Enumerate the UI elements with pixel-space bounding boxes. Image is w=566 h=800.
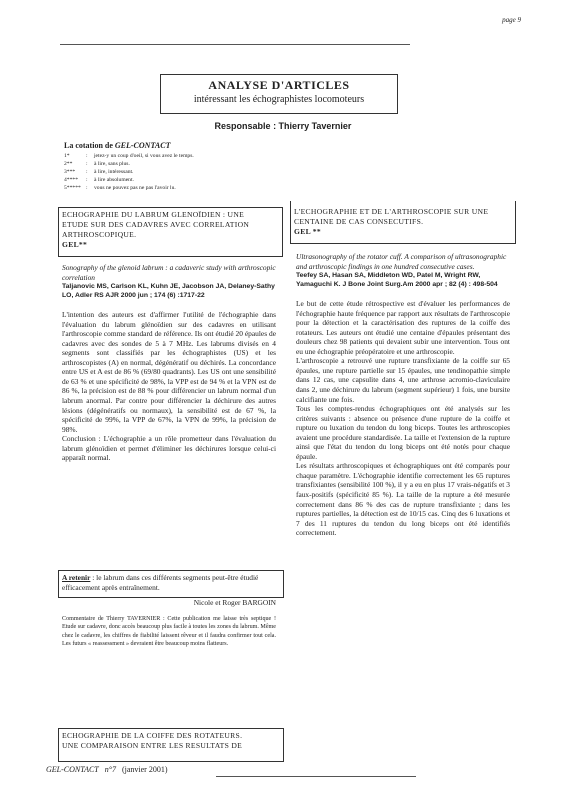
retenir-label: A retenir [62,573,91,582]
footer-issue: n°7 [104,765,116,774]
retenir-box [58,570,284,598]
footer-rule [216,776,416,777]
section-subtitle: intéressant les échographistes locomoteurs [193,94,365,105]
article-1-title-line: ETUDE SUR DES CADAVRES AVEC CORRELATION [62,220,250,229]
page-number: page 9 [502,16,521,24]
cotation-item: 3*** : à lire, intéressant. [64,169,134,175]
section-title-box [160,74,398,114]
left-column [62,263,276,463]
footer [46,765,174,774]
retenir-authors: Nicole et Roger BARGOIN [193,598,276,607]
article-1-body: L'intention des auteurs est d'affirmer l'utilité de l'échographie dans l'évaluation du labrum glénoïdien sur des cadavres en utilisant l'arthroscopie comme standard de référence. Ils ont étudié 20 épaules de cadavres avec des sondes de 5 à 7 MHz. Les labrums divisés en 4 segments sont classifiés par les échographistes (US) et les arthroscopistes (A) en normal, dégénératif ou déchirés. La concordance entre US et A est de 86 % (69/80 quadrants). Les US ont une sensibilité de 63 % et une spécificité de 98%, la VPP est de 94 % et la VPN est de 86 %, la précision est de 88 % pour différencier un labrum normal d'un labrum anormal. Par contre pour différencier la déchirure des autres lésions (dégénératifs ou normaux), la sensibilité est de 67 %, la spécificité de 99%, la VPP de 67%, la VPN de 99%, la précision de 98%. [62,310,276,434]
article-2-paragraph: Les résultats arthroscopiques et échographiques ont été comparés pour chaque paramètre. L'échographie identifie correctement les 65 ruptures transfixiantes (sensibilité 100 %), il y a eu en plus 17 vrais-négatifs et 3 faux-positifs (spécificité 85 %). La taille de la rupture a été mesurée correctement dans 86 % des cas de rupture transfixiante ; dans les ruptures partielles, la détection est de 10/15 cas. Cinq des 6 luxations et 7 des 11 ruptures du tendon du long biceps ont été identifiés correctement. [296,461,510,538]
article-1-comment: Commentaire de Thierry TAVERNIER : Cette publication me laisse très septique ! Etude sur cadavre, donc accès beaucoup plus facile à toutes les zones du labrum. Même chez le cadavre, les chiffres de fiabilité laissent rêveur et il faudra confirmer tout cela. Les futurs « reassessment » devraient être beaucoup moins flatteurs. [62,616,276,648]
article-2-reference-authors: Teefey SA, Hasan SA, Middleton WD, Patel M, Wright RW, Yamaguchi K. J Bone Joint Surg.Am 2000 apr ; 82 (4) : 498-504 [296,272,498,289]
article-2-paragraph: Tous les comptes-rendus échographiques ont été analysés sur les critères suivants : absence ou présence d'une rupture de la coiffe et rupture ou luxation du tendon du long biceps. Toutes les arthroscopies avaient une procédure standardisée. La taille et l'extension de la rupture ainsi que l'état du tendon du long biceps ont été notés pour chaque épaule. [296,404,510,461]
cotation-item: 4**** : à lire absolument. [64,177,134,183]
article-1-title-line: ECHOGRAPHIE DU LABRUM GLENOÏDIEN : UNE [62,210,245,219]
article-2-paragraph: L'arthroscopie a retrouvé une rupture transfixiante de la coiffe sur 65 épaules, une rupture partielle sur 15 épaules, une tendinopathie simple dans 12 cas, une capsulite dans 4, une arthrose acromio-claviculaire dans 2, une déchirure du labrum (segment supérieur) 1 fois, une bursite calcifiante une fois. [296,356,510,404]
right-column [296,252,510,538]
footer-date: (janvier 2001) [121,765,168,774]
footer-journal: GEL-CONTACT [46,765,99,774]
article-1-title-line: ARTHROSCOPIQUE. [62,230,137,239]
cotation-item: 5***** : vous ne pouvez pas ne pas l'avoir lu. [64,185,176,191]
article-1-conclusion: Conclusion : L'échographie a un rôle prometteur dans l'évaluation du labrum glénoïdien et permet d'éliminer les déchirures lorsque celui-ci apparaît normal. [62,434,276,463]
article-2-heading-box [58,728,284,762]
cotation-item: 2** : à lire, sans plus. [64,161,130,167]
article-2-title-line: L'ECHOGRAPHIE ET DE L'ARTHROSCOPIE SUR UNE [294,207,489,216]
article-1-heading-box [58,207,283,257]
article-2-continued-box [290,201,516,244]
cotation-list [64,152,304,192]
article-1-rating: GEL** [62,240,88,249]
cotation-title-prefix: La cotation de [64,141,113,150]
cotation-title [64,141,170,150]
cotation-title-brand: GEL-CONTACT [114,141,171,150]
responsable-line: Responsable : Thierry Tavernier [214,121,352,131]
cotation-item: 1* : jetez-y un coup d'oeil, si vous avez le temps. [64,153,194,159]
header-rule [60,44,410,45]
article-2-title-line: CENTAINE DE CAS CONSECUTIFS. [294,217,424,226]
section-title: ANALYSE D'ARTICLES [208,78,350,92]
article-2-title-line: ECHOGRAPHIE DE LA COIFFE DES ROTATEURS. [62,731,243,740]
article-2-paragraph: Le but de cette étude rétrospective est d'évaluer les performances de l'échographie haute fréquence par rapport aux résultats de l'arthroscopie pour la détection et la caractérisation des ruptures de la coiffe des rotateurs. Les auteurs ont étudié une centaine d'épaules présentant des douleurs chez 98 patients qui devaient subir une intervention. Tous ont eu une échographie préopératoire et une arthroscopie. [296,299,510,356]
retenir-text: : le labrum dans ces différents segments peut-être étudié efficacement après entraînement. [62,573,259,592]
article-1-reference-title: Sonography of the glenoid labrum : a cadaveric study with arthroscopic correlation [62,263,276,282]
article-2-reference-title: Ultrasonography of the rotator cuff. A comparison of ultrasonographic and arthroscopic findings in one hundred consecutive cases. [296,252,507,271]
article-2-rating: GEL ** [294,227,321,236]
article-2-title-line: UNE COMPARAISON ENTRE LES RESULTATS DE [62,741,243,750]
article-1-reference-authors: Taljanovic MS, Carlson KL, Kuhn JE, Jacobson JA, Delaney-Sathy LO, Adler RS AJR 2000 jun ; 174 (6) :1717-22 [62,283,275,300]
